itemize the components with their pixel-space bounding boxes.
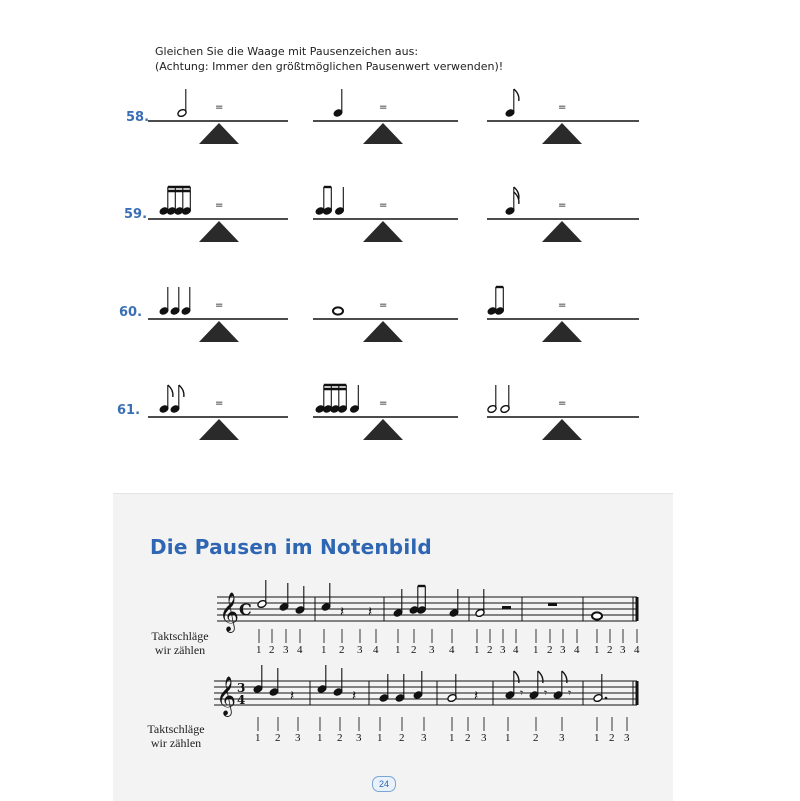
beat-number: 1 xyxy=(377,732,383,744)
equals-sign: = xyxy=(215,102,224,113)
quarter-rest: 𝄽 xyxy=(290,688,295,704)
note-group xyxy=(505,89,519,118)
balance-scale xyxy=(487,398,639,440)
note-flag xyxy=(514,89,519,101)
instruction-line-2: (Achtung: Immer den größtmöglichen Pausenwert verwenden)! xyxy=(155,60,504,73)
note-group xyxy=(159,187,192,216)
beat-number: 2 xyxy=(269,644,275,656)
quarter-rest: 𝄽 xyxy=(352,688,357,704)
scale-fulcrum xyxy=(199,123,239,144)
beat-number: 3 xyxy=(560,644,566,656)
beat-number: 3 xyxy=(357,644,363,656)
exercise-number: 58. xyxy=(126,110,150,125)
scale-fulcrum xyxy=(542,123,582,144)
count-caption: Taktschläge wir zählen xyxy=(147,722,205,750)
equals-sign: = xyxy=(558,102,567,113)
balance-scale xyxy=(487,102,639,144)
section-title: Die Pausen im Notenbild xyxy=(150,535,432,559)
beat-number: 2 xyxy=(465,732,471,744)
balance-scale xyxy=(148,102,288,144)
beat-number: 2 xyxy=(533,732,539,744)
note-group xyxy=(333,89,343,118)
beat-number: 3 xyxy=(481,732,487,744)
note-group xyxy=(159,385,184,414)
scale-fulcrum xyxy=(363,123,403,144)
half-rest xyxy=(502,606,511,609)
beat-number: 4 xyxy=(634,644,640,656)
scale-fulcrum xyxy=(542,419,582,440)
equals-sign: = xyxy=(558,300,567,311)
balance-scales xyxy=(148,102,639,440)
balance-scale xyxy=(487,200,639,242)
scale-fulcrum xyxy=(199,221,239,242)
beat-number: 1 xyxy=(255,732,261,744)
beat-number: 3 xyxy=(620,644,626,656)
balance-scale xyxy=(148,200,288,242)
beat-number: 1 xyxy=(594,732,600,744)
beat-number: 3 xyxy=(283,644,289,656)
eighth-rest: 𝄾 xyxy=(520,686,524,700)
balance-scale xyxy=(148,300,288,342)
note-group xyxy=(315,385,360,414)
note-group xyxy=(505,187,519,216)
time-signature: C xyxy=(239,600,252,619)
scale-fulcrum xyxy=(363,221,403,242)
beat-number: 2 xyxy=(275,732,281,744)
note-flag xyxy=(168,385,173,397)
staff xyxy=(217,580,637,633)
beat-number: 4 xyxy=(574,644,580,656)
equals-sign: = xyxy=(379,300,388,311)
balance-scale xyxy=(487,300,639,342)
equals-sign: = xyxy=(558,398,567,409)
equals-sign: = xyxy=(379,398,388,409)
beat-number: 4 xyxy=(513,644,519,656)
beat-number: 3 xyxy=(559,732,565,744)
equals-sign: = xyxy=(215,300,224,311)
scale-fulcrum xyxy=(199,419,239,440)
note-group xyxy=(333,307,343,314)
beat-number: 2 xyxy=(337,732,343,744)
beat-number: 1 xyxy=(449,732,455,744)
beat-number: 2 xyxy=(399,732,405,744)
balance-scale xyxy=(313,200,458,242)
beat-number: 2 xyxy=(607,644,613,656)
scale-fulcrum xyxy=(199,321,239,342)
beat-number: 1 xyxy=(256,644,262,656)
dot xyxy=(605,697,608,700)
balance-scale xyxy=(313,398,458,440)
whole-note xyxy=(333,307,343,314)
equals-sign: = xyxy=(558,200,567,211)
balance-scale xyxy=(313,300,458,342)
page-number: 24 xyxy=(372,776,396,792)
treble-clef-icon: 𝄞 xyxy=(219,592,240,632)
whole-rest xyxy=(548,603,557,606)
note-group xyxy=(315,187,345,216)
quarter-rest: 𝄽 xyxy=(368,604,373,620)
note-group xyxy=(487,385,510,414)
count-ticks xyxy=(259,629,637,643)
beat-number: 1 xyxy=(395,644,401,656)
beat-number: 2 xyxy=(339,644,345,656)
equals-sign: = xyxy=(379,102,388,113)
beat-number: 1 xyxy=(321,644,327,656)
beat-number: 2 xyxy=(547,644,553,656)
balance-scale xyxy=(148,398,288,440)
exercise-number: 59. xyxy=(124,207,148,222)
balance-scale xyxy=(313,102,458,144)
beat-number: 3 xyxy=(356,732,362,744)
quarter-rest: 𝄽 xyxy=(474,688,479,704)
note-group xyxy=(159,287,191,316)
note-group xyxy=(177,89,187,118)
equals-sign: = xyxy=(379,200,388,211)
beat-number: 2 xyxy=(609,732,615,744)
count-ticks xyxy=(258,717,627,731)
quarter-rest: 𝄽 xyxy=(340,604,345,620)
beat-number: 3 xyxy=(624,732,630,744)
beat-number: 1 xyxy=(317,732,323,744)
treble-clef-icon: 𝄞 xyxy=(216,676,237,716)
whole-note xyxy=(592,612,602,619)
beat-number: 3 xyxy=(500,644,506,656)
note-flag xyxy=(179,385,184,397)
beat-number: 1 xyxy=(533,644,539,656)
beat-number: 1 xyxy=(594,644,600,656)
scale-fulcrum xyxy=(542,321,582,342)
beat-number: 3 xyxy=(421,732,427,744)
beat-number: 2 xyxy=(411,644,417,656)
staff xyxy=(214,665,637,717)
beat-number: 4 xyxy=(373,644,379,656)
eighth-rest: 𝄾 xyxy=(568,686,572,700)
beat-number: 2 xyxy=(487,644,493,656)
beat-number: 4 xyxy=(297,644,303,656)
exercise-number: 60. xyxy=(119,305,143,320)
eighth-rest: 𝄾 xyxy=(544,686,548,700)
exercise-number: 61. xyxy=(117,403,141,418)
beat-number: 3 xyxy=(429,644,435,656)
scale-fulcrum xyxy=(542,221,582,242)
time-signature-bottom: 4 xyxy=(237,693,246,707)
beat-number: 1 xyxy=(474,644,480,656)
beat-number: 4 xyxy=(449,644,455,656)
scale-fulcrum xyxy=(363,419,403,440)
equals-sign: = xyxy=(215,398,224,409)
note-group xyxy=(487,287,505,316)
beat-number: 1 xyxy=(505,732,511,744)
beat-number: 3 xyxy=(295,732,301,744)
time-signature-top: 3 xyxy=(237,681,246,695)
equals-sign: = xyxy=(215,200,224,211)
instruction-line-1: Gleichen Sie die Waage mit Pausenzeichen aus: xyxy=(155,45,419,58)
count-caption: Taktschläge wir zählen xyxy=(151,629,209,657)
scale-fulcrum xyxy=(363,321,403,342)
